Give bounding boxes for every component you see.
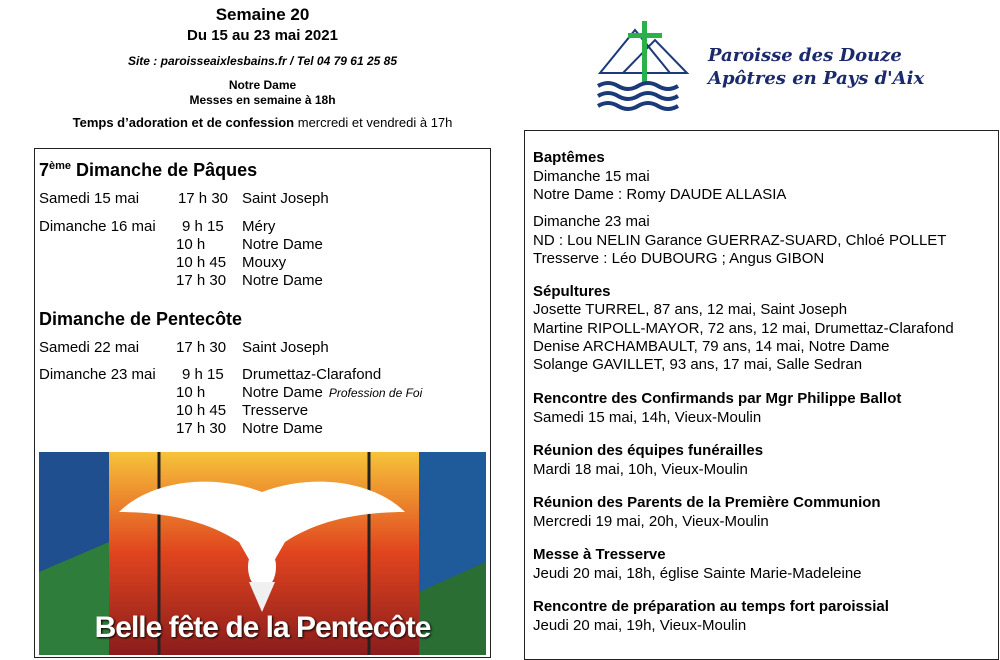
- mass-place: Drumettaz-Clarafond: [242, 366, 382, 383]
- sun16-day: Dimanche 16 mai: [39, 218, 156, 235]
- mass-time: 10 h 45: [176, 254, 227, 271]
- mass-place: Notre Dame: [242, 420, 323, 437]
- sepultures-line: Martine RIPOLL-MAYOR, 72 ans, 12 mai, Drumettaz-Clarafond: [533, 320, 954, 337]
- adoration-times: mercredi et vendredi à 17h: [294, 115, 453, 130]
- logo-line-2: Apôtres en Pays d'Aix: [708, 68, 925, 89]
- event-detail: Jeudi 20 mai, 19h, Vieux-Moulin: [533, 617, 747, 634]
- mass-time: 17 h 30: [176, 272, 227, 289]
- event-title: Rencontre de préparation au temps fort paroissial: [533, 598, 889, 615]
- sepultures-title: Sépultures: [533, 283, 611, 300]
- sepultures-line: Denise ARCHAMBAULT, 79 ans, 14 mai, Notre Dame: [533, 338, 890, 355]
- event-title: Rencontre des Confirmands par Mgr Philippe Ballot: [533, 390, 902, 407]
- sun23-day: Dimanche 23 mai: [39, 366, 156, 383]
- mass-place-name: Notre Dame: [242, 384, 323, 401]
- sat22-time: 17 h 30: [176, 339, 227, 356]
- parish-logo-text: [708, 44, 924, 90]
- sunday7-rest: Dimanche de Pâques: [71, 160, 258, 180]
- image-caption: Belle fête de la Pentecôte: [94, 611, 431, 644]
- church-name: Notre Dame: [228, 78, 297, 92]
- baptemes-line: Tresserve : Léo DUBOURG ; Angus GIBON: [533, 250, 825, 267]
- event-title: Messe à Tresserve: [533, 546, 666, 563]
- event-detail: Mardi 18 mai, 10h, Vieux-Moulin: [533, 461, 748, 478]
- pentecost-title: Dimanche de Pentecôte: [39, 309, 243, 329]
- event-detail: Mercredi 19 mai, 20h, Vieux-Moulin: [533, 513, 769, 530]
- baptemes-line: Dimanche 15 mai: [533, 168, 650, 185]
- baptemes-line: Notre Dame : Romy DAUDE ALLASIA: [533, 186, 787, 203]
- mass-time: 10 h: [176, 236, 206, 253]
- event-title: Réunion des Parents de la Première Communion: [533, 494, 881, 511]
- mass-place: Tresserve: [242, 402, 309, 419]
- sepultures-line: Josette TURREL, 87 ans, 12 mai, Saint Joseph: [533, 301, 848, 318]
- event-detail: Jeudi 20 mai, 18h, église Sainte Marie-Madeleine: [533, 565, 862, 582]
- pentecost-image: [39, 452, 486, 655]
- logo-line-1: Paroisse des Douze: [708, 45, 902, 66]
- sunday7-title: [39, 160, 257, 181]
- sunday7-sup: ème: [49, 160, 72, 172]
- mass-place: Méry: [242, 218, 276, 235]
- mass-place: [242, 384, 422, 402]
- weekday-mass: Messes en semaine à 18h: [189, 93, 336, 107]
- sat15-time: 17 h 30: [177, 190, 228, 207]
- mass-place: Notre Dame: [242, 236, 323, 253]
- sat22-day: Samedi 22 mai: [39, 339, 140, 356]
- adoration-label: Temps d’adoration et de confession: [72, 115, 295, 130]
- site-contact: Site : paroisseaixlesbains.fr / Tel 04 79 61 25 85: [127, 54, 398, 68]
- mass-time: 10 h: [176, 384, 206, 401]
- week-title: Semaine 20: [215, 5, 310, 24]
- sat22-place: Saint Joseph: [242, 339, 329, 356]
- baptemes-line: Dimanche 23 mai: [533, 213, 650, 230]
- sunday7-num: 7: [39, 160, 50, 180]
- mass-note: Profession de Foi: [328, 386, 423, 400]
- mass-time: 17 h 30: [176, 420, 227, 437]
- mass-place: Notre Dame: [242, 272, 323, 289]
- mass-place: Mouxy: [242, 254, 287, 271]
- mass-time: 9 h 15: [182, 366, 224, 383]
- baptemes-line: ND : Lou NELIN Garance GUERRAZ-SUARD, Chloé POLLET: [533, 232, 947, 249]
- adoration-line: [0, 115, 525, 130]
- event-detail: Samedi 15 mai, 14h, Vieux-Moulin: [533, 409, 762, 426]
- sepultures-line: Solange GAVILLET, 93 ans, 17 mai, Salle Sedran: [533, 356, 863, 373]
- mass-time: 9 h 15: [182, 218, 224, 235]
- sat15-day: Samedi 15 mai: [39, 190, 140, 207]
- event-title: Réunion des équipes funérailles: [533, 442, 764, 459]
- sat15-place: Saint Joseph: [242, 190, 329, 207]
- baptemes-title: Baptêmes: [533, 149, 605, 166]
- mass-time: 10 h 45: [176, 402, 227, 419]
- week-dates: Du 15 au 23 mai 2021: [187, 27, 338, 44]
